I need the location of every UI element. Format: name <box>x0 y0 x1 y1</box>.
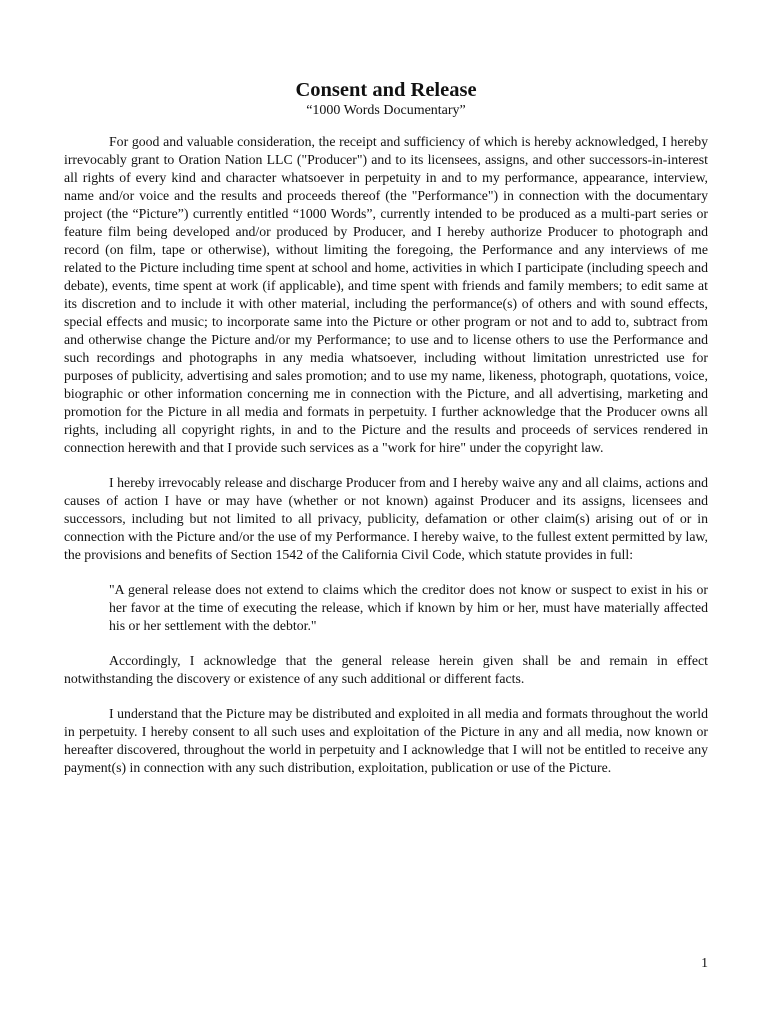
acknowledgment-paragraph: Accordingly, I acknowledge that the general release herein given shall be and remain in effect notwithstanding the discovery or existence of any such additional or different facts. <box>64 653 708 686</box>
release-paragraph: I hereby irrevocably release and discharge Producer from and I hereby waive any and all claims, actions and causes of action I have or may have (whether or not known) against Producer and its assigns, licensees and successors, including but not limited to all privacy, publicity, defamation or other claim(s) arising out of or in connection with the Picture and/or the use of my Performance. I hereby waive, to the fullest extent permitted by law, the provisions and benefits of Section 1542 of the California Civil Code, which statute provides in full: <box>64 475 708 562</box>
civil-code-quote: "A general release does not extend to claims which the creditor does not know or suspect to exist in his or her favor at the time of executing the release, which if known by him or her, must have materially affected his or her settlement with the debtor." <box>109 582 708 633</box>
page-number: 1 <box>701 955 708 970</box>
document-page <box>64 78 708 794</box>
grant-of-rights-paragraph: For good and valuable consideration, the receipt and sufficiency of which is hereby acknowledged, I hereby irrevocably grant to Oration Nation LLC ("Producer") and to its licensees, assigns, and other successors-in-interest all rights of every kind and character whatsoever in perpetuity in and to my performance, appearance, interview, name and/or voice and the results and proceeds thereof (the "Performance") in connection with the documentary project (the “Picture”) currently entitled “1000 Words”, currently intended to be produced as a multi-part series or feature film being developed and/or produced by Producer, and I hereby authorize Producer to photograph and record (on film, tape or otherwise), without limiting the foregoing, the Performance and any interviews of me related to the Picture including time spent at school and home, activities in which I participate (including speech and debate), events, time spent at work (if applicable), and time spent with friends and family members; to edit same at its discretion and to include it with other material, including the performance(s) of others and with sound effects, special effects and music; to incorporate same into the Picture or other program or not and to add to, subtract from and otherwise change the Picture and/or my Performance; to use and to license others to use the Performance and such recordings and photographs in any media whatsoever, including without limitation unrestricted use for purposes of publicity, advertising and sales promotion; and to use my name, likeness, photograph, quotations, voice, biographic or other information concerning me in connection with the Picture, and all advertising, marketing and promotion for the Picture in all media and formats in perpetuity. I further acknowledge that the Producer owns all rights, including all copyright rights, in and to the Picture and the results and proceeds of services rendered in connection herewith and that I provide such services as a "work for hire" under the copyright law. <box>64 134 708 455</box>
distribution-consent-paragraph: I understand that the Picture may be distributed and exploited in all media and formats throughout the world in perpetuity. I hereby consent to all such uses and exploitation of the Picture in any and all media, now known or hereafter discovered, throughout the world in perpetuity and I acknowledge that I will not be entitled to receive any payment(s) in connection with any such distribution, exploitation, publication or use of the Picture. <box>64 706 708 775</box>
document-title: Consent and Release <box>295 79 477 101</box>
document-subtitle: “1000 Words Documentary” <box>306 103 466 118</box>
